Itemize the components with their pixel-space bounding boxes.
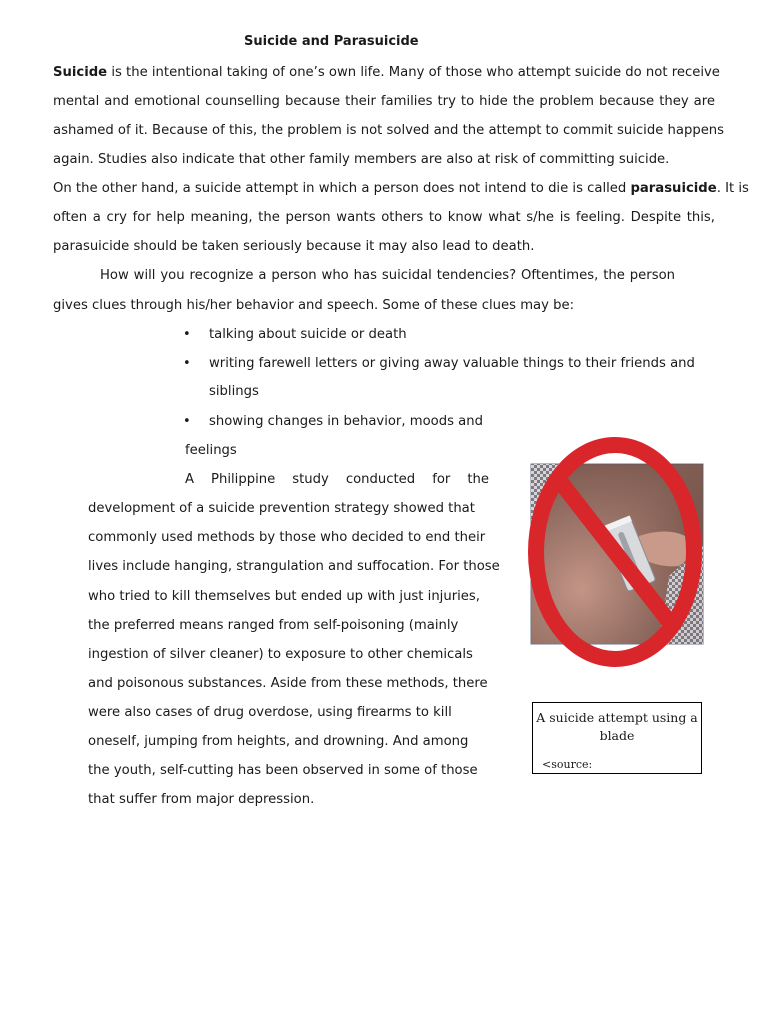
paragraph-4-line-6: the preferred means ranged from self-poisoning (mainly [88,618,459,633]
list-item: talking about suicide or death [209,327,407,342]
paragraph-4-line-5: who tried to kill themselves but ended up with just injuries, [88,589,480,604]
paragraph-3-line-1: How will you recognize a person who has suicidal tendencies? Oftentimes, the person [100,268,675,283]
paragraph-1-line-1: Suicide is the intentional taking of one’s own life. Many of those who attempt suicide do not receive [53,65,720,80]
paragraph-4-line-2: development of a suicide prevention strategy showed that [88,501,475,516]
paragraph-4-line-12: that suffer from major depression. [88,792,315,807]
bullet-marker: • [183,327,191,342]
paragraph-4-line-10: oneself, jumping from heights, and drowning. And among [88,734,469,749]
list-item-continuation: feelings [185,443,237,458]
paragraph-4-line-7: ingestion of silver cleaner) to exposure to other chemicals [88,647,473,662]
paragraph-4-line-4: lives include hanging, strangulation and suffocation. For those [88,559,500,574]
prohibition-sign-icon [519,426,711,672]
paragraph-3-line-2: gives clues through his/her behavior and speech. Some of these clues may be: [53,298,575,313]
paragraph-2-line-1: On the other hand, a suicide attempt in which a person does not intend to die is called parasuicide. It is [53,181,749,196]
paragraph-4-line-11: the youth, self-cutting has been observed in some of those [88,763,478,778]
paragraph-4-line-9: were also cases of drug overdose, using firearms to kill [88,705,452,720]
paragraph-4-line-8: and poisonous substances. Aside from these methods, there [88,676,488,691]
paragraph-4-line-3: commonly used methods by those who decided to end their [88,530,486,545]
figure-source: <source: [542,758,593,771]
paragraph-1-line-4: again. Studies also indicate that other family members are also at risk of committing suicide. [53,152,670,167]
figure-blade-photo [519,426,711,672]
list-item: showing changes in behavior, moods and [209,414,483,429]
list-item: writing farewell letters or giving away valuable things to their friends and [209,356,695,371]
paragraph-1-line-2: mental and emotional counselling because their families try to hide the problem because they are [53,94,715,109]
term-parasuicide: parasuicide [630,181,717,196]
page-title: Suicide and Parasuicide [244,34,419,49]
list-item-continuation: siblings [209,384,259,399]
paragraph-1-line-3: ashamed of it. Because of this, the problem is not solved and the attempt to commit suicide happens [53,123,725,138]
figure-caption: A suicide attempt using a blade [536,710,698,743]
term-suicide: Suicide [53,65,108,80]
paragraph-2-line-3: parasuicide should be taken seriously because it may also lead to death. [53,239,535,254]
paragraph-4-line-1: A Philippine study conducted for the [185,472,489,487]
paragraph-2-line-2: often a cry for help meaning, the person wants others to know what s/he is feeling. Despite this, [53,210,715,225]
bullet-marker: • [183,356,191,371]
figure-caption-box [532,702,702,774]
bullet-marker: • [183,414,191,429]
